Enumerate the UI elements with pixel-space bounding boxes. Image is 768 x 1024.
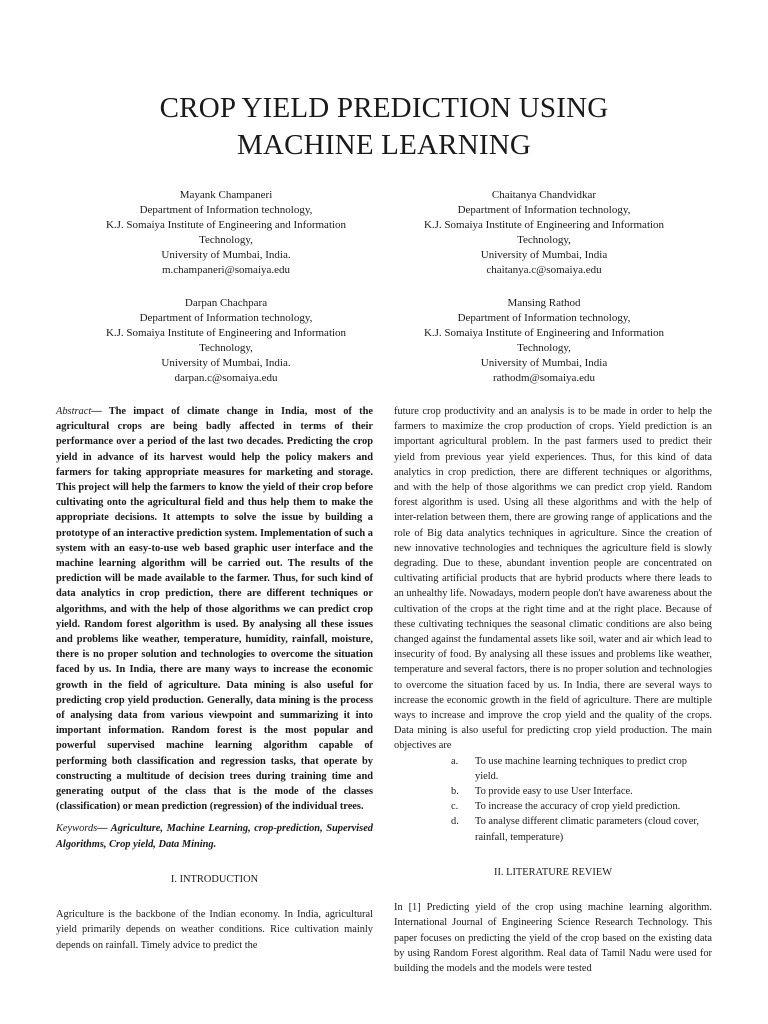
author-email: darpan.c@somaiya.edu [174, 372, 278, 384]
list-marker: c. [451, 801, 459, 813]
author-univ: University of Mumbai, India. [161, 357, 291, 369]
author-univ: University of Mumbai, India. [161, 249, 291, 261]
author-name: Darpan Chachpara [184, 297, 268, 309]
list-item [394, 754, 712, 784]
objectives-list [394, 754, 712, 845]
author-inst: Technology, [199, 234, 253, 246]
author-dept: Department of Information technology, [139, 312, 313, 324]
author-inst: Technology, [517, 342, 571, 354]
paper-title [0, 90, 768, 164]
author-email: rathodm@somaiya.edu [492, 372, 596, 384]
author-name: Chaitanya Chandvidkar [491, 189, 597, 201]
right-column [394, 404, 712, 976]
section-heading-literature-review: II. LITERATURE REVIEW [493, 866, 613, 878]
author-email: chaitanya.c@somaiya.edu [486, 264, 602, 276]
author-inst: Technology, [517, 234, 571, 246]
author-inst: Technology, [199, 342, 253, 354]
author-inst: K.J. Somaiya Institute of Engineering and Information [105, 327, 347, 339]
author-dept: Department of Information technology, [457, 204, 631, 216]
author-univ: University of Mumbai, India [480, 249, 608, 261]
list-marker: d. [451, 816, 459, 828]
literature-review-text: In [1] Predicting yield of the crop using machine learning algorithm. International Journal of Engineering Science Research Technology. This paper focuses on predicting the yield of the crop based on the existing data by using Random Forest algorithm. Real data of Tamil Nadu were used for building the models and the models were tested [394, 902, 712, 974]
list-item [394, 814, 712, 844]
list-item-text: To use machine learning techniques to predict crop yield. [475, 755, 687, 782]
author-inst: K.J. Somaiya Institute of Engineering and Information [423, 327, 665, 339]
author-univ: University of Mumbai, India [480, 357, 608, 369]
abstract-text: — The impact of climate change in India, most of the agricultural crops are being badly affected in terms of their performance over a period of the last two decades. Predicting the crop yield in advance of its harvest would help the policy makers and farmers for taking appropriate measures for marketing and storage. This project will help the farmers to know the yield of their crop before cultivating onto the agricultural field and thus help them to make the appropriate decisions. It attempts to solve the issue by building a prototype of an interactive prediction system. Implementation of such a system with an easy-to-use web based graphic user interface and the machine learning algorithm will be carried out. The results of the prediction will be made available to the farmer. Thus, for such kind of data analytics in crop prediction, there are different techniques or algorithms, and with the help of those algorithms we can predict crop yield. Random forest algorithm is used. By analysing all these issues and problems like weather, temperature, humidity, rainfall, moisture, there is no proper solution and technologies to overcome the situation faced by us. In India, there are many ways to increase the economic growth in the field of agriculture. Data mining is also useful for predicting crop yield production. Generally, data mining is the process of analysing data from various viewpoint and summarizing it into important information. Random forest is the most popular and powerful supervised machine learning algorithm capable of performing both classification and regression tasks, that operate by constructing a multitude of decision trees during training time and generating output of the class that is the mode of the classes (classification) or mean prediction (regression) of the individual trees. [56, 406, 373, 813]
title-line-2: MACHINE LEARNING [237, 129, 531, 161]
list-item-text: To analyse different climatic parameters (cloud cover, rainfall, temperature) [475, 816, 699, 843]
author-block-1 [76, 188, 376, 278]
keywords-text: — Agriculture, Machine Learning, crop-prediction, Supervised Algorithms, Crop yield, Data Mining. [56, 823, 373, 850]
introduction-continued-text: future crop productivity and an analysis is to be made in order to help the farmers to maximize the crop production of crops. Yield prediction is an important agricultural problem. In the past farmers used to predict their yield from previous year yield experiences. Thus, for this kind of data analytics in crop prediction, there are different techniques or algorithms, and with the help of those algorithms we can predict crop yield. Random forest algorithm is used. Using all these algorithms and with the help of inter-relation between them, there are growing range of applications and the role of Big data analytics techniques in agriculture. Since the creation of new innovative technologies and techniques the agriculture field is slowly degrading. Due to these, abundant invention people are concentrated on cultivating artificial products that are hybrid products where there leads to an unhealthy life. Nowadays, modern people don't have awareness about the cultivation of the crops at the right time and at the right place. Because of these cultivating techniques the seasonal climatic conditions are also being changed against the fundamental assets like soil, water and air which lead to insecurity of food. By analysing all these issues and problems like weather, temperature and several factors, there is no proper solution and technologies to overcome the situation faced by us. In India, there are several ways to increase the economic growth in the field of agriculture. There are multiple ways to increase and improve the crop yield and the quality of the crops. Data mining is also useful for predicting crop yield production. The main objectives are [394, 406, 712, 752]
author-name: Mansing Rathod [507, 297, 581, 309]
author-email: m.champaneri@somaiya.edu [161, 264, 291, 276]
author-block-4 [394, 296, 694, 386]
introduction-text: Agriculture is the backbone of the Indian economy. In India, agricultural yield primarily depends on weather conditions. Rice cultivation mainly depends on rainfall. Timely advice to predict the [56, 909, 373, 951]
title-line-1: CROP YIELD PREDICTION USING [159, 92, 609, 124]
abstract [56, 404, 373, 814]
author-block-2 [394, 188, 694, 278]
list-item [394, 799, 712, 814]
list-item-text: To increase the accuracy of crop yield prediction. [475, 801, 681, 813]
keywords-label: Keywords [56, 823, 98, 835]
list-item [394, 784, 712, 799]
author-inst: K.J. Somaiya Institute of Engineering and Information [105, 219, 347, 231]
list-marker: a. [451, 755, 459, 767]
section-heading-introduction: I. INTRODUCTION [170, 873, 259, 885]
keywords [56, 821, 373, 851]
list-marker: b. [451, 786, 459, 798]
author-dept: Department of Information technology, [139, 204, 313, 216]
author-block-3 [76, 296, 376, 386]
author-inst: K.J. Somaiya Institute of Engineering and Information [423, 219, 665, 231]
list-item-text: To provide easy to use User Interface. [475, 786, 633, 798]
author-name: Mayank Champaneri [179, 189, 273, 201]
abstract-label: Abstract [56, 406, 92, 417]
left-column [56, 404, 373, 953]
author-dept: Department of Information technology, [457, 312, 631, 324]
